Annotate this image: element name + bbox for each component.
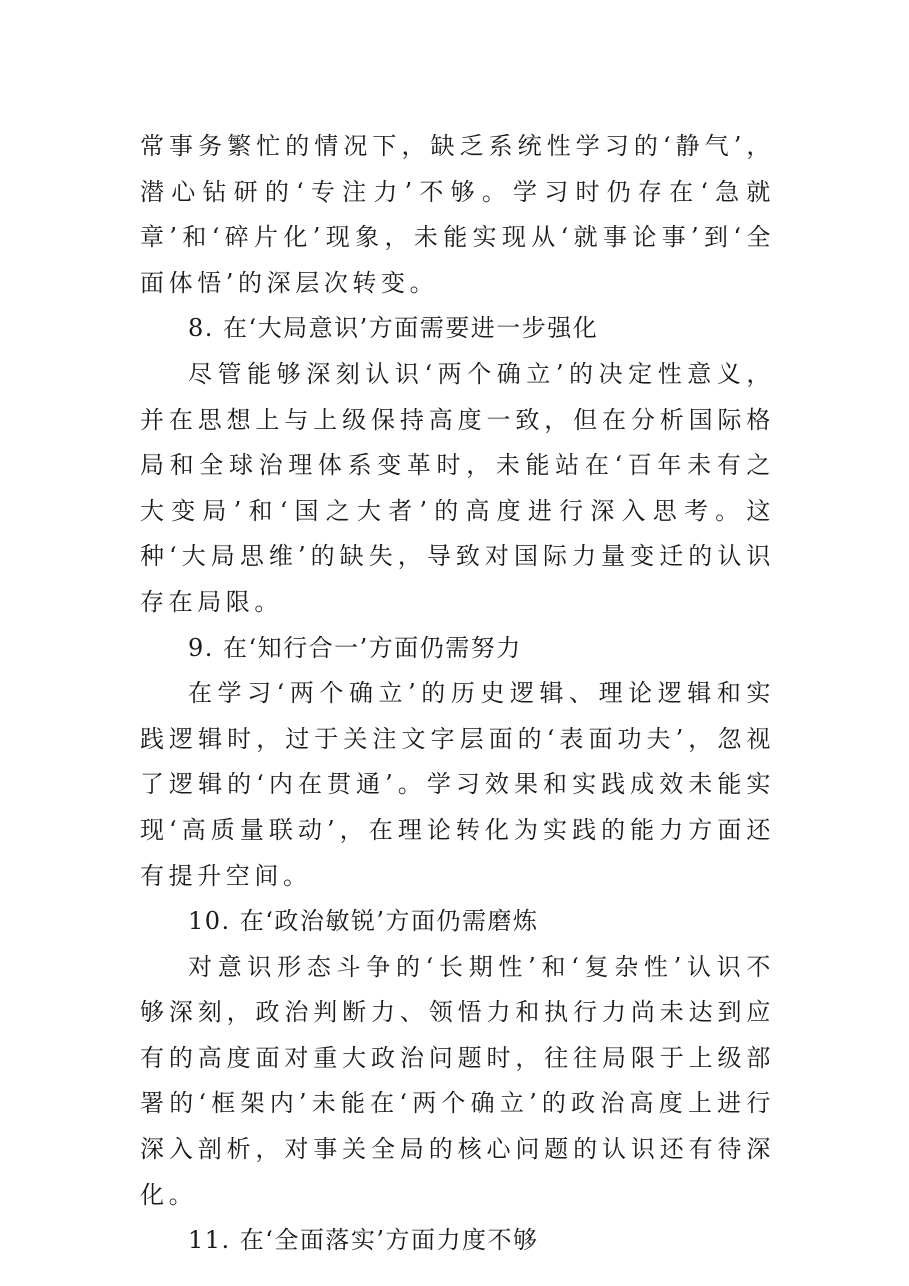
document-body: [140, 124, 775, 1264]
section-heading-10: 10. 在‘政治敏锐’方面仍需磨炼: [188, 907, 539, 936]
paragraph-section-8: 尽管能够深刻认识‘两个确立’的决定性意义，并在思想上与上级保持高度一致，但在分析国际格局和全球治理体系变革时，未能站在‘百年未有之大变局’和‘国之大者’的高度进行深入思考。这种‘大局思维’的缺失，导致对国际力量变迁的认识存在局限。: [140, 359, 775, 616]
section-heading-8: 8. 在‘大局意识’方面需要进一步强化: [188, 314, 599, 343]
paragraph-continued: 常事务繁忙的情况下，缺乏系统性学习的‘静气’，潜心钻研的‘专注力’不够。学习时仍存在‘急就章’和‘碎片化’现象，未能实现从‘就事论事’到‘全面体悟’的深层次转变。: [140, 132, 775, 297]
paragraph-section-10: 对意识形态斗争的‘长期性’和‘复杂性’认识不够深刻，政治判断力、领悟力和执行力尚未达到应有的高度面对重大政治问题时，往往局限于上级部署的‘框架内’未能在‘两个确立’的政治高度上进行深入剖析，对事关全局的核心问题的认识还有待深化。: [140, 952, 775, 1209]
paragraph-section-9: 在学习‘两个确立’的历史逻辑、理论逻辑和实践逻辑时，过于关注文字层面的‘表面功夫’，忽视了逻辑的‘内在贯通’。学习效果和实践成效未能实现‘高质量联动’，在理论转化为实践的能力方面还有提升空间。: [140, 679, 775, 890]
section-heading-11: 11. 在‘全面落实’方面力度不够: [188, 1226, 539, 1255]
section-heading-9: 9. 在‘知行合一’方面仍需努力: [188, 633, 522, 662]
